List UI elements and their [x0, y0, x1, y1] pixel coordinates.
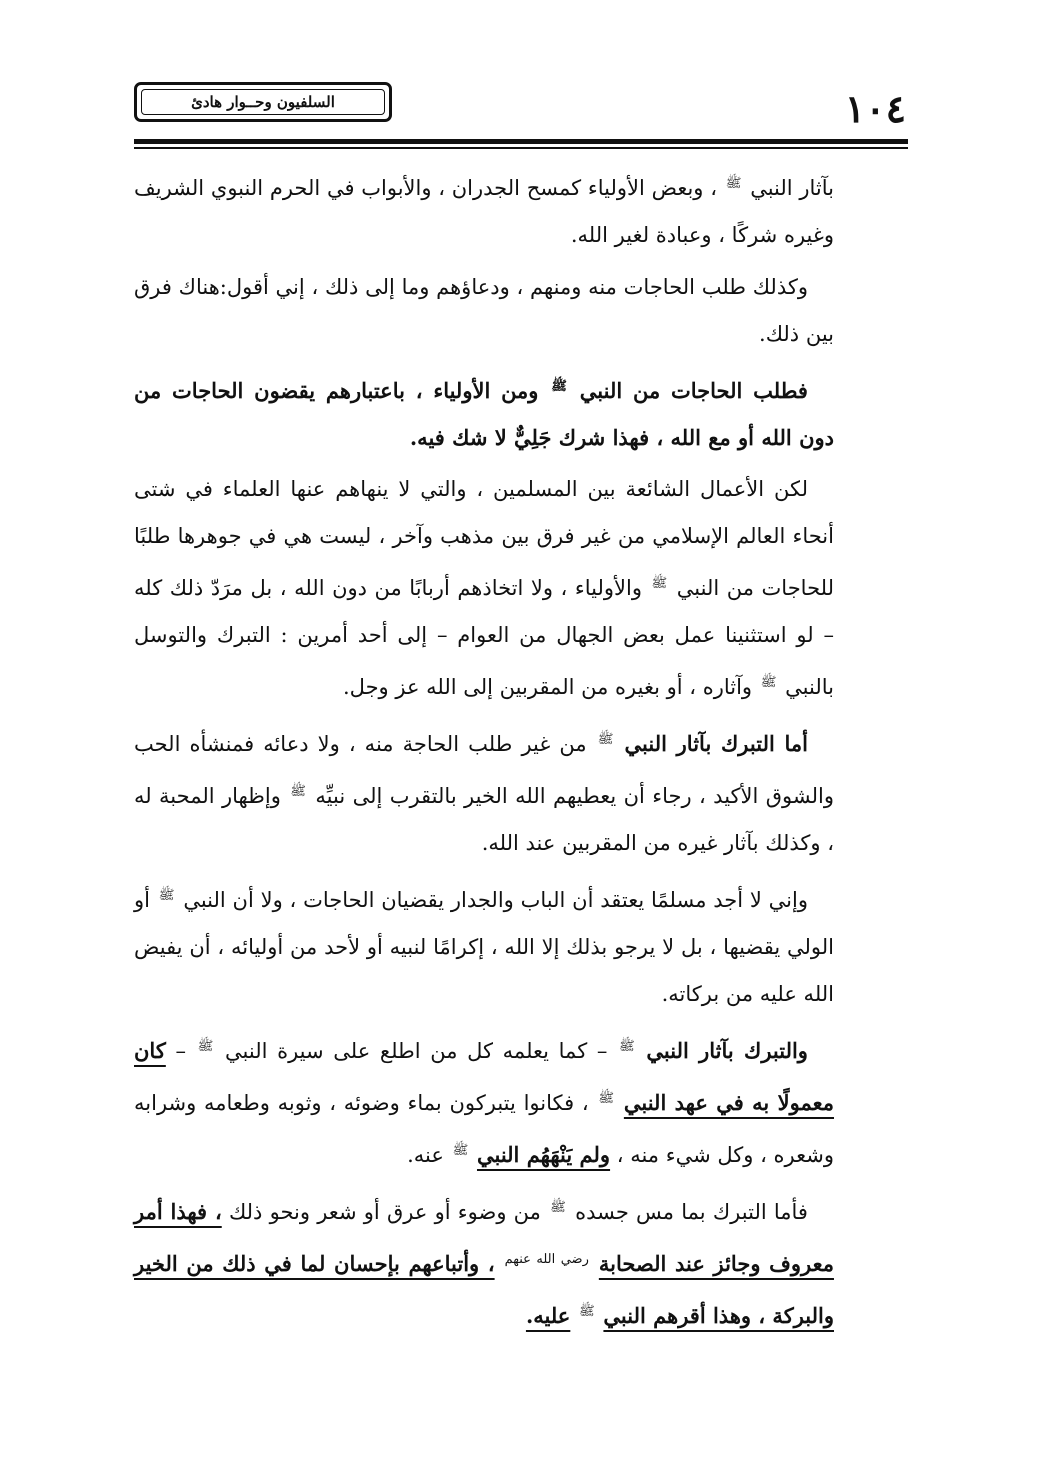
p7-underlined-2: ولم يَنْهَهُم النبي: [476, 1142, 611, 1167]
paragraph-6: [134, 872, 834, 1018]
p4-text-c: وآثاره ، أو بغيره من المقربين إلى الله عز وجل.: [342, 675, 753, 699]
header-rule-thick: [134, 139, 908, 144]
paragraph-4: [134, 466, 834, 711]
honorific-saw: ﷺ: [619, 1039, 635, 1054]
book-title-box: [134, 82, 392, 122]
p8-text-a: فأما التبرك بما مس جسده: [575, 1200, 808, 1224]
honorific-saw: ﷺ: [598, 1091, 615, 1106]
honorific-saw: ﷺ: [579, 1304, 595, 1319]
p3-text-b: ومن الأولياء ، باعتبارهم يقضون الحاجات من دون الله أو مع الله ، فهذا شرك جَلِيٌّ لا شك فيه.: [134, 378, 834, 450]
page-number: ١٠٤: [844, 86, 906, 131]
p7-underlined-1: كان معمولًا به في عهد النبي: [134, 1038, 834, 1115]
honorific-saw: ﷺ: [597, 732, 614, 747]
honorific-saw: ﷺ: [197, 1039, 214, 1054]
p4-text-b: والأولياء ، ولا اتخاذهم أربابًا من دون الله ، بل مرَدّ ذلك كله – لو استثنينا عمل بعض الجهال من العوام – إلى أحد أمرين : التبرك والتوسل بالنبي: [134, 576, 834, 699]
p5-text-a: من غير طلب الحاجة منه ، ولا دعائه فمنشأه الحب والشوق الأكيد ، رجاء أن يعطيهم الله الخير بالتقرب إلى نبيِّه: [134, 732, 834, 808]
p8-underlined-3: عليه.: [525, 1303, 571, 1328]
p3-text-a: فطلب الحاجات من النبي: [579, 378, 808, 403]
p7-bold-lead: والتبرك بآثار النبي: [646, 1038, 808, 1063]
p2-text-a: وكذلك طلب الحاجات منه ومنهم ، ودعاؤهم وما إلى ذلك ، إني أقول:هناك فرق بين ذلك.: [134, 275, 834, 346]
p8-underlined-1: ، فهذا أمر معروف وجائز عند الصحابة: [134, 1199, 834, 1276]
p7-text-d: عنه.: [407, 1143, 444, 1167]
honorific-ra: رضي الله عنهم: [504, 1252, 589, 1267]
p7-text-b: –: [175, 1039, 186, 1063]
p1-text-b: ، وبعض الأولياء كمسح الجدران ، والأبواب في الحرم النبوي الشريف وغيره شركًا ، وعبادة لغير الله.: [134, 176, 834, 247]
honorific-saw: ﷺ: [290, 784, 306, 799]
honorific-saw: ﷺ: [551, 379, 567, 394]
honorific-saw: ﷺ: [725, 176, 742, 191]
paragraph-7: [134, 1023, 834, 1179]
p6-text-b: أو الولي يقضيها ، بل لا يرجو بذلك إلا الله ، إكرامًا لنبيه أو لأحد من أوليائه ، أن يفيض الله عليه من بركاته.: [134, 888, 834, 1006]
p7-text-a: – كما يعلمه كل من اطلع على سيرة النبي: [225, 1039, 608, 1063]
p5-bold-lead: أما التبرك بآثار النبي: [624, 731, 808, 756]
p7-text-c: ، فكانوا يتبركون بماء وضوئه ، وثوبه وطعامه وشرابه وشعره ، وكل شيء منه ،: [134, 1091, 834, 1167]
honorific-saw: ﷺ: [651, 576, 668, 591]
honorific-saw: ﷺ: [550, 1200, 566, 1215]
honorific-saw: ﷺ: [452, 1143, 469, 1158]
p8-underlined-2: ، وأتباعهم بإحسان لما في ذلك من الخير والبركة ، وهذا أقرهم النبي: [134, 1251, 834, 1328]
paragraph-8: [134, 1184, 834, 1340]
p1-text-a: بآثار النبي: [750, 176, 834, 200]
honorific-saw: ﷺ: [760, 675, 777, 690]
paragraph-1: [134, 160, 834, 259]
header-rule-thin: [134, 147, 908, 149]
p4-text-a: لكن الأعمال الشائعة بين المسلمين ، والتي لا ينهاهم عنها العلماء في شتى أنحاء العالم الإسلامي من غير فرق بين مذهب وآخر ، ليست هي في جوهرها طلبًا للحاجات من النبي: [134, 477, 834, 600]
page-body: [134, 160, 834, 1345]
paragraph-3: [134, 363, 834, 461]
book-title: السلفيون وحــوار هادئ: [191, 93, 335, 111]
honorific-saw: ﷺ: [158, 888, 175, 903]
p5-text-b: وإظهار المحبة له ، وكذلك بآثار غيره من المقربين عند الله.: [134, 784, 834, 855]
p8-text-b: من وضوء أو عرق أو شعر ونحو ذلك: [228, 1200, 541, 1224]
p6-text-a: وإني لا أجد مسلمًا يعتقد أن الباب والجدار يقضيان الحاجات ، ولا أن النبي: [183, 888, 808, 912]
paragraph-2: [134, 264, 834, 358]
paragraph-5: [134, 716, 834, 867]
